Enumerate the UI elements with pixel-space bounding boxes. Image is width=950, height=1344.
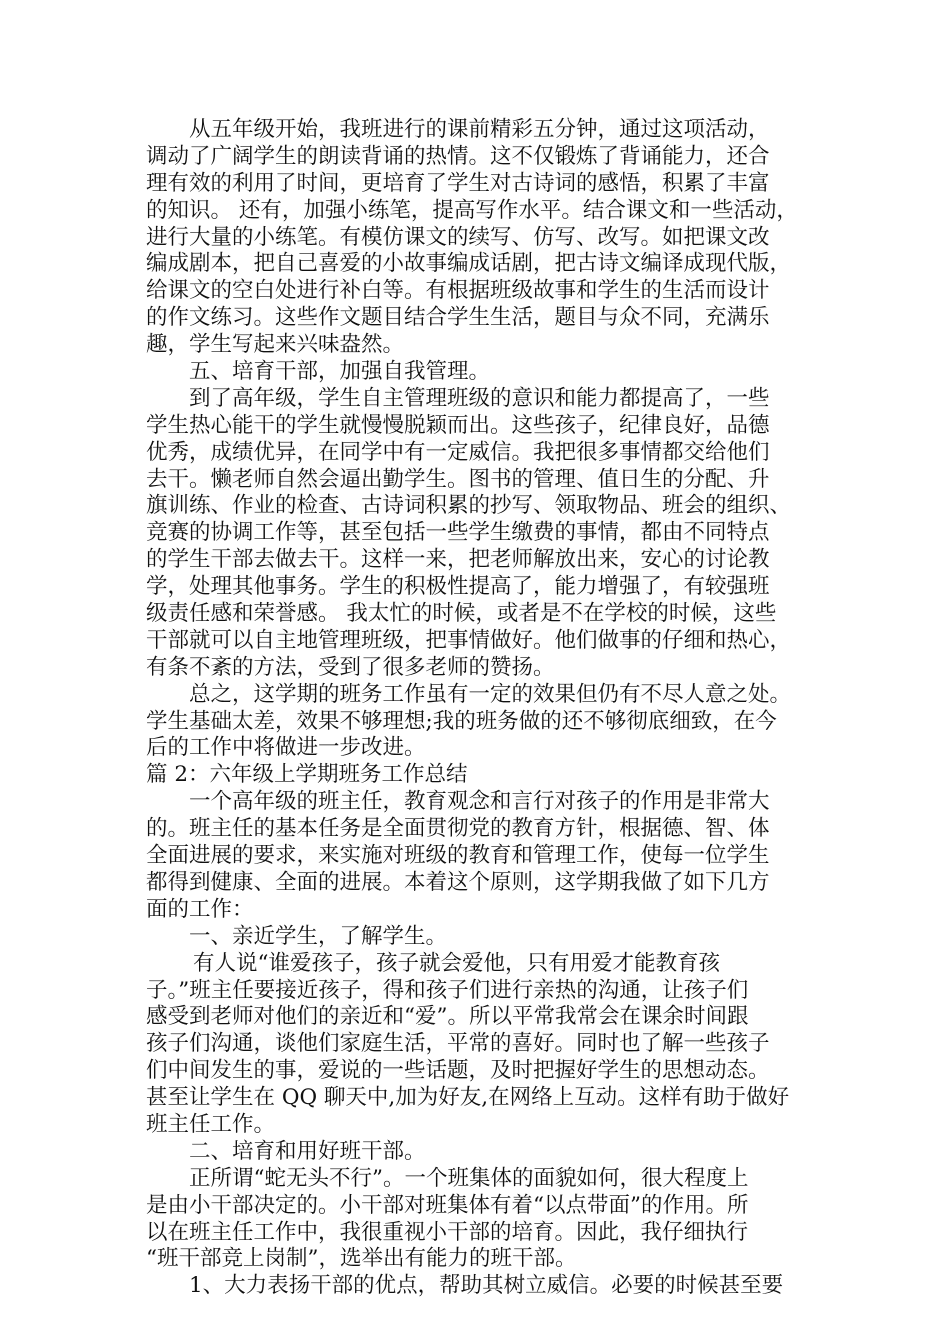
text-line: 给课文的空白处进行补白等。有根据班级故事和学生的生活而设计 <box>146 278 770 304</box>
text-line: 有条不紊的方法，受到了很多老师的赞扬。 <box>146 654 555 680</box>
text-line: 有人说“谁爱孩子，孩子就会爱他，只有用爱才能教育孩 <box>193 950 720 976</box>
text-line: 竞赛的协调工作等，甚至包括一些学生缴费的事情，都由不同特点 <box>146 520 770 546</box>
text-line: 到了高年级，学生自主管理班级的意识和能力都提高了，一些 <box>189 385 770 411</box>
text-line: 的知识。 还有，加强小练笔，提高写作水平。结合课文和一些活动， <box>146 197 798 223</box>
section-heading: 五、培育干部，加强自我管理。 <box>189 359 491 385</box>
text-line: 学生热心能干的学生就慢慢脱颖而出。这些孩子，纪律良好，品德 <box>146 412 770 438</box>
text-line: 的。班主任的基本任务是全面贯彻党的教育方针，根据德、智、体 <box>146 816 770 842</box>
text-line: 级责任感和荣誉感。 我太忙的时候，或者是不在学校的时候，这些 <box>146 601 777 627</box>
text-line: 甚至让学生在 QQ 聊天中,加为好友,在网络上互动。这样有助于做好 <box>146 1085 790 1111</box>
text-line: 从五年级开始，我班进行的课前精彩五分钟，通过这项活动， <box>189 117 770 142</box>
text-line: 总之，这学期的班务工作虽有一定的效果但仍有不尽人意之处。 <box>189 681 792 707</box>
text-line: 正所谓“蛇无头不行”。一个班集体的面貌如何，很大程度上 <box>189 1165 749 1191</box>
text-line: 学，处理其他事务。学生的积极性提高了，能力增强了，有较强班 <box>146 574 770 600</box>
text-line: 子。”班主任要接近孩子，得和孩子们进行亲热的沟通，让孩子们 <box>146 977 749 1003</box>
document-page <box>146 117 836 1300</box>
text-line: 旗训练、作业的检查、古诗词积累的抄写、领取物品、班会的组织、 <box>146 493 792 519</box>
text-line: “班干部竞上岗制”，选举出有能力的班干部。 <box>146 1246 577 1272</box>
text-line: 班主任工作。 <box>146 1111 276 1137</box>
text-line: 以在班主任工作中，我很重视小干部的培育。因此，我仔细执行 <box>146 1219 749 1245</box>
text-line: 是由小干部决定的。小干部对班集体有着“以点带面”的作用。所 <box>146 1192 749 1218</box>
text-line: 优秀，成绩优异，在同学中有一定威信。我把很多事情都交给他们 <box>146 439 770 465</box>
text-line: 孩子们沟通，谈他们家庭生活，平常的喜好。同时也了解一些孩子 <box>146 1031 770 1057</box>
text-line: 面的工作： <box>146 896 254 922</box>
text-line: 学生基础太差，效果不够理想;我的班务做的还不够彻底细致，在今 <box>146 708 777 734</box>
text-line: 理有效的利用了时间，更培育了学生对古诗词的感悟，积累了丰富 <box>146 170 770 196</box>
text-line: 全面进展的要求，来实施对班级的教育和管理工作，使每一位学生 <box>146 843 770 869</box>
text-line: 调动了广阔学生的朗读背诵的热情。这不仅锻炼了背诵能力，还合 <box>146 143 770 169</box>
text-line: 后的工作中将做进一步改进。 <box>146 735 426 761</box>
text-line: 一个高年级的班主任，教育观念和言行对孩子的作用是非常大 <box>189 789 770 815</box>
section-heading: 二、培育和用好班干部。 <box>189 1138 426 1164</box>
text-line: 进行大量的小练笔。有模仿课文的续写、仿写、改写。如把课文改 <box>146 224 770 250</box>
text-line: 去干。懒老师自然会逼出勤学生。图书的管理、值日生的分配、升 <box>146 466 770 492</box>
text-line: 的学生干部去做去干。这样一来，把老师解放出来，安心的讨论教 <box>146 547 770 573</box>
section-heading: 一、亲近学生，了解学生。 <box>189 923 448 949</box>
text-line: 感受到老师对他们的亲近和“爱”。所以平常我常会在课余时间跟 <box>146 1004 749 1030</box>
text-line: 们中间发生的事，爱说的一些话题，及时把握好学生的思想动态。 <box>146 1058 770 1084</box>
text-line: 1、大力表扬干部的优点，帮助其树立威信。必要的时候甚至要 <box>189 1273 784 1299</box>
text-line: 都得到健康、全面的进展。本着这个原则，这学期我做了如下几方 <box>146 869 770 895</box>
text-line: 编成剧本，把自己喜爱的小故事编成话剧，把古诗文编译成现代版， <box>146 251 792 277</box>
text-line: 趣，学生写起来兴味盎然。 <box>146 332 405 358</box>
chapter-title: 篇 2：六年级上学期班务工作总结 <box>146 762 468 788</box>
text-line: 的作文练习。这些作文题目结合学生生活，题目与众不同，充满乐 <box>146 305 770 331</box>
text-line: 干部就可以自主地管理班级，把事情做好。他们做事的仔细和热心， <box>146 627 792 653</box>
